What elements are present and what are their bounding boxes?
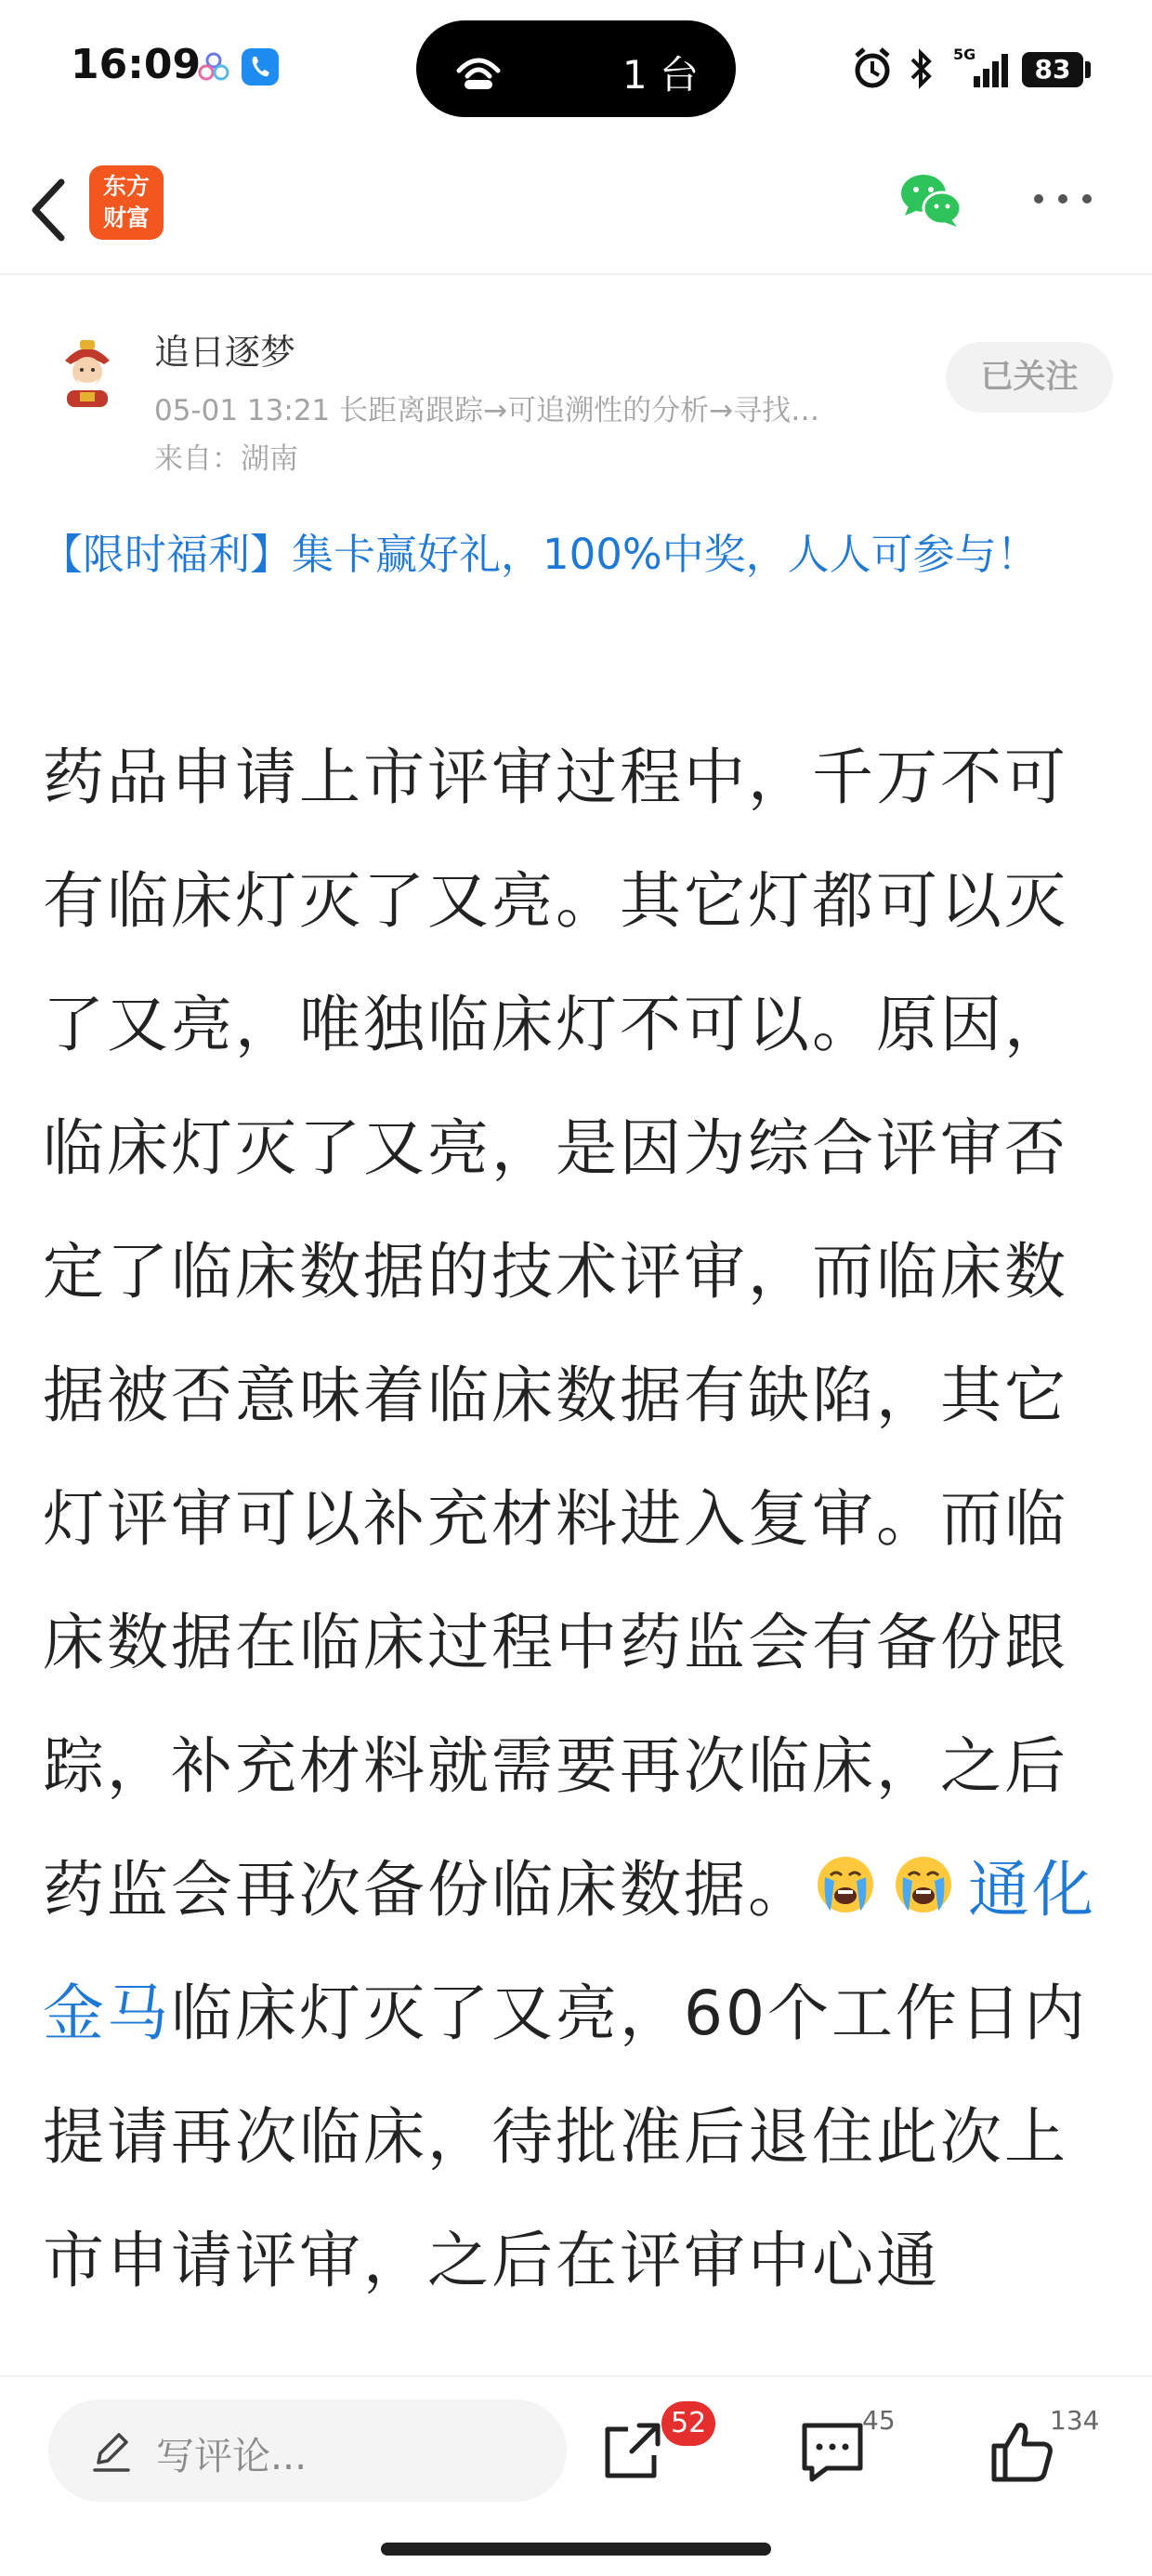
author-name[interactable]: 追日逐梦 [154, 332, 296, 373]
comment-icon[interactable] [795, 2414, 870, 2489]
phone-app-icon [242, 48, 279, 85]
thumbs-up-icon[interactable] [985, 2414, 1059, 2489]
bottom-action-bar [0, 2375, 1152, 2576]
content-fade [0, 2323, 1152, 2377]
follow-button[interactable]: 已关注 [946, 342, 1113, 413]
more-icon[interactable] [1029, 180, 1096, 217]
crying-face-icon [812, 1849, 879, 1916]
app-notification-icon [195, 48, 232, 85]
hotspot-device-count: 1 台 [622, 52, 699, 98]
share-count-badge: 52 [661, 2401, 715, 2446]
bluetooth-icon [907, 43, 935, 95]
logo-line-2: 财富 [102, 204, 150, 231]
author-header [0, 277, 1152, 491]
home-indicator[interactable] [381, 2543, 771, 2556]
like-count: 134 [1050, 2405, 1100, 2436]
avatar[interactable] [48, 333, 126, 411]
share-icon[interactable] [595, 2414, 669, 2489]
status-bar [0, 0, 1152, 139]
comment-placeholder: 写评论... [156, 2434, 308, 2478]
battery-level: 83 [1022, 52, 1083, 87]
svg-text:5G: 5G [953, 46, 976, 63]
hotspot-icon [452, 46, 505, 93]
back-chevron-icon[interactable] [24, 173, 76, 247]
battery-nub [1085, 61, 1091, 78]
article-text-part2: 临床灯灭了又亮，60个工作日内提请再次临床，待批准后退住此次上市申请评审，之后在评审中心通 [43, 1978, 1088, 2296]
comment-count: 45 [862, 2405, 896, 2436]
logo-line-1: 东方 [102, 173, 150, 200]
article-body [43, 716, 1120, 2322]
app-logo[interactable] [89, 165, 164, 240]
wechat-icon[interactable] [897, 171, 964, 230]
article-text-part1: 药品申请上市评审过程中，千万不可有临床灯灭了又亮。其它灯都可以灭了又亮，唯独临床灯不可以。原因，临床灯灭了又亮，是因为综合评审否定了临床数据的技术评审，而临床数据被否意味着临床数据有缺陷，其它灯评审可以补充材料进入复审。而临床数据在临床过程中药监会有备份跟踪，补充材料就需要再次临床，之后药监会再次备份临床数据。 [43, 742, 1068, 1925]
crying-face-icon [890, 1849, 957, 1916]
pen-icon [89, 2427, 134, 2474]
comment-input[interactable] [48, 2399, 567, 2502]
post-location: 来自：湖南 [154, 442, 298, 476]
post-meta: 05-01 13:21 长距离跟踪→可追溯性的分析→寻找… [154, 394, 820, 427]
promo-link[interactable]: 【限时福利】集卡赢好礼，100%中奖，人人可参与！ [41, 530, 1039, 579]
stock-link[interactable]: 通化金马 [43, 1854, 1096, 2049]
alarm-icon [851, 43, 894, 95]
dynamic-island[interactable] [416, 20, 736, 117]
status-time: 16:09 [71, 41, 202, 88]
nav-bar [0, 139, 1152, 275]
cellular-signal-icon [951, 43, 1015, 95]
